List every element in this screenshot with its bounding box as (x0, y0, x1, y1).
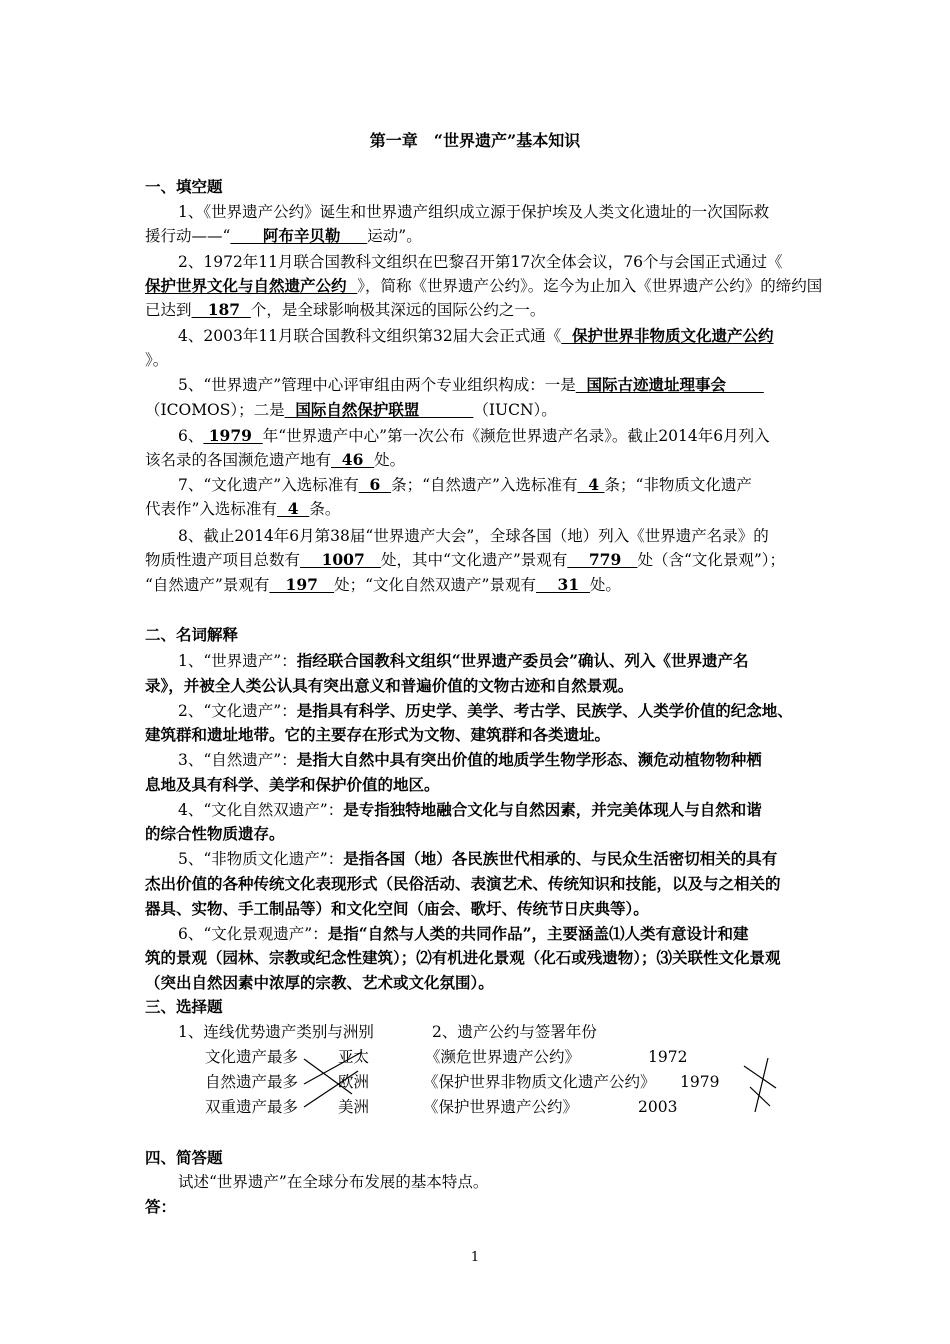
convention-item: 《濒危世界遗产公约》 (425, 1048, 581, 1066)
answer-blank: 6 (358, 475, 392, 494)
connector-line (304, 1071, 358, 1107)
answer-label: 答： (145, 1197, 177, 1216)
answer-blank: 779 (567, 550, 638, 569)
section-heading-definitions: 二、名词解释 (145, 625, 239, 644)
q8-line-2: 物质性遗产项目总数有 1007 处，其中“文化遗产”景观有 779 处（含“文化景观”）； (145, 550, 786, 569)
q7-line-2: 代表作”入选标准有 4 条。 (145, 499, 341, 518)
answer-blank: 1007 (300, 550, 381, 569)
region-item: 亚太 (338, 1048, 370, 1066)
year-item: 1972 (648, 1048, 688, 1066)
q4-line-1: 4、2003年11月联合国教科文组织第32届大会正式通《 保护世界非物质文化遗产公约 (178, 326, 774, 345)
q8-line-1: 8、截止2014年6月第38届“世界遗产大会”，全球各国（地）列入《世界遗产名录》的 (178, 527, 769, 545)
q6-line-2: 该名录的各国濒危遗产地有 46 处。 (145, 450, 406, 469)
answer-blank: 46 (331, 450, 375, 469)
def6-line-2: 筑的景观（园林、宗教或纪念性建筑）；⑵有机进化景观（化石或残遗物）；⑶关联性文化景观 (145, 948, 781, 967)
def6-line-1: 6、“文化景观遗产”：是指“自然与人类的共同作品”，主要涵盖⑴人类有意设计和建 (178, 924, 749, 943)
short-answer-question: 试述“世界遗产”在全球分布发展的基本特点。 (178, 1173, 489, 1191)
category-item: 双重遗产最多 (205, 1098, 299, 1116)
matching-q1-title: 1、连线优势遗产类别与洲别 (178, 1023, 374, 1041)
chapter-title: 第一章 “世界遗产”基本知识 (369, 131, 581, 150)
answer-blank: 保护世界文化与自然遗产公约 (145, 276, 358, 295)
q2-line-1: 2、1972年11月联合国教科文组织在巴黎召开第17次全体会议，76个与会国正式通过《 (178, 253, 783, 271)
answer-blank: 1979 (203, 426, 263, 445)
q2-line-3: 已达到 187 个，是全球影响极其深远的国际公约之一。 (145, 300, 546, 319)
q4-line-2: 》。 (145, 351, 169, 369)
def3-line-2: 息地及具有科学、美学和保护价值的地区。 (145, 775, 440, 794)
answer-blank: 187 (191, 300, 251, 319)
answer-blank: 国际古迹遗址理事会 (575, 375, 764, 394)
def1-line-1: 1、“世界遗产”：指经联合国教科文组织“世界遗产委员会”确认、列入《世界遗产名 (178, 651, 749, 670)
def5-line-3: 器具、实物、手工制品等）和文化空间（庙会、歌圩、传统节日庆典等）。 (145, 899, 649, 918)
q5-line-1: 5、“世界遗产”管理中心评审组由两个专业组织构成：一是 国际古迹遗址理事会 (178, 375, 764, 394)
connector-line (304, 1052, 362, 1084)
q2-line-2: 保护世界文化与自然遗产公约 》，简称《世界遗产公约》。迄今为止加入《世界遗产公约》的缔约国 (145, 276, 823, 295)
convention-item: 《保护世界非物质文化遗产公约》 (423, 1073, 656, 1091)
q6-line-1: 6、 1979 年“世界遗产中心”第一次公布《濒危世界遗产名录》。截止2014年6月列入 (178, 426, 770, 445)
convention-item: 《保护世界遗产公约》 (423, 1098, 579, 1116)
answer-blank: 国际自然保护联盟 (284, 400, 474, 419)
answer-blank: 阿布辛贝勒 (230, 226, 368, 245)
region-item: 美洲 (338, 1098, 370, 1116)
q8-line-3: “自然遗产”景观有 197 处；“文化自然双遗产”景观有 31 处。 (145, 575, 621, 594)
answer-blank: 保护世界非物质文化遗产公约 (561, 326, 774, 345)
def4-line-2: 的综合性物质遗存。 (145, 824, 285, 843)
region-item: 欧洲 (338, 1073, 370, 1091)
q1-line-1: 1、《世界遗产公约》诞生和世界遗产组织成立源于保护埃及人类文化遗址的一次国际救 (178, 203, 770, 221)
def5-line-2: 杰出价值的各种传统文化表现形式（民俗活动、表演艺术、传统知识和技能，以及与之相关的 (145, 874, 781, 893)
connector-line (304, 1059, 352, 1094)
year-item: 1979 (680, 1073, 720, 1091)
section-heading-choice: 三、选择题 (145, 997, 223, 1016)
def1-line-2: 录》，并被全人类公认具有突出意义和普遍价值的文物古迹和自然景观。 (145, 676, 634, 695)
answer-blank: 197 (269, 575, 335, 594)
q7-line-1: 7、“文化遗产”入选标准有 6 条；“自然遗产”入选标准有 4 条；“非物质文化遗产 (178, 475, 752, 494)
year-item: 2003 (638, 1098, 678, 1116)
def3-line-1: 3、“自然遗产”：是指大自然中具有突出价值的地质学生物学形态、濒危动植物物种栖 (178, 750, 762, 769)
matching-q2-title: 2、遗产公约与签署年份 (432, 1023, 597, 1041)
answer-blank: 31 (535, 575, 590, 594)
def6-line-3: （突出自然因素中浓厚的宗教、艺术或文化氛围）。 (145, 973, 494, 992)
def4-line-1: 4、“文化自然双遗产”：是专指独特地融合文化与自然因素，并完美体现人与自然和谐 (178, 800, 762, 819)
category-item: 自然遗产最多 (205, 1073, 299, 1091)
def2-line-2: 建筑群和遗址地带。它的主要存在形式为文物、建筑群和各类遗址。 (145, 725, 611, 744)
section-heading-fill-blank: 一、填空题 (145, 177, 223, 196)
answer-blank: 4 (577, 475, 605, 494)
page-number: 1 (470, 1250, 480, 1265)
section-heading-short-answer: 四、简答题 (145, 1148, 223, 1167)
answer-blank: 4 (276, 499, 310, 518)
q5-line-2: （ICOMOS）；二是 国际自然保护联盟 （IUCN）。 (145, 400, 557, 419)
connector-line (755, 1058, 768, 1112)
def5-line-1: 5、“非物质文化遗产”：是指各国（地）各民族世代相承的、与民众生活密切相关的具有 (178, 849, 778, 868)
category-item: 文化遗产最多 (205, 1048, 299, 1066)
connector-line (744, 1066, 776, 1088)
def2-line-1: 2、“文化遗产”：是指具有科学、历史学、美学、考古学、民族学、人类学价值的纪念地、 (178, 701, 793, 720)
q1-line-2: 援行动——“ 阿布辛贝勒 运动”。 (145, 226, 422, 245)
